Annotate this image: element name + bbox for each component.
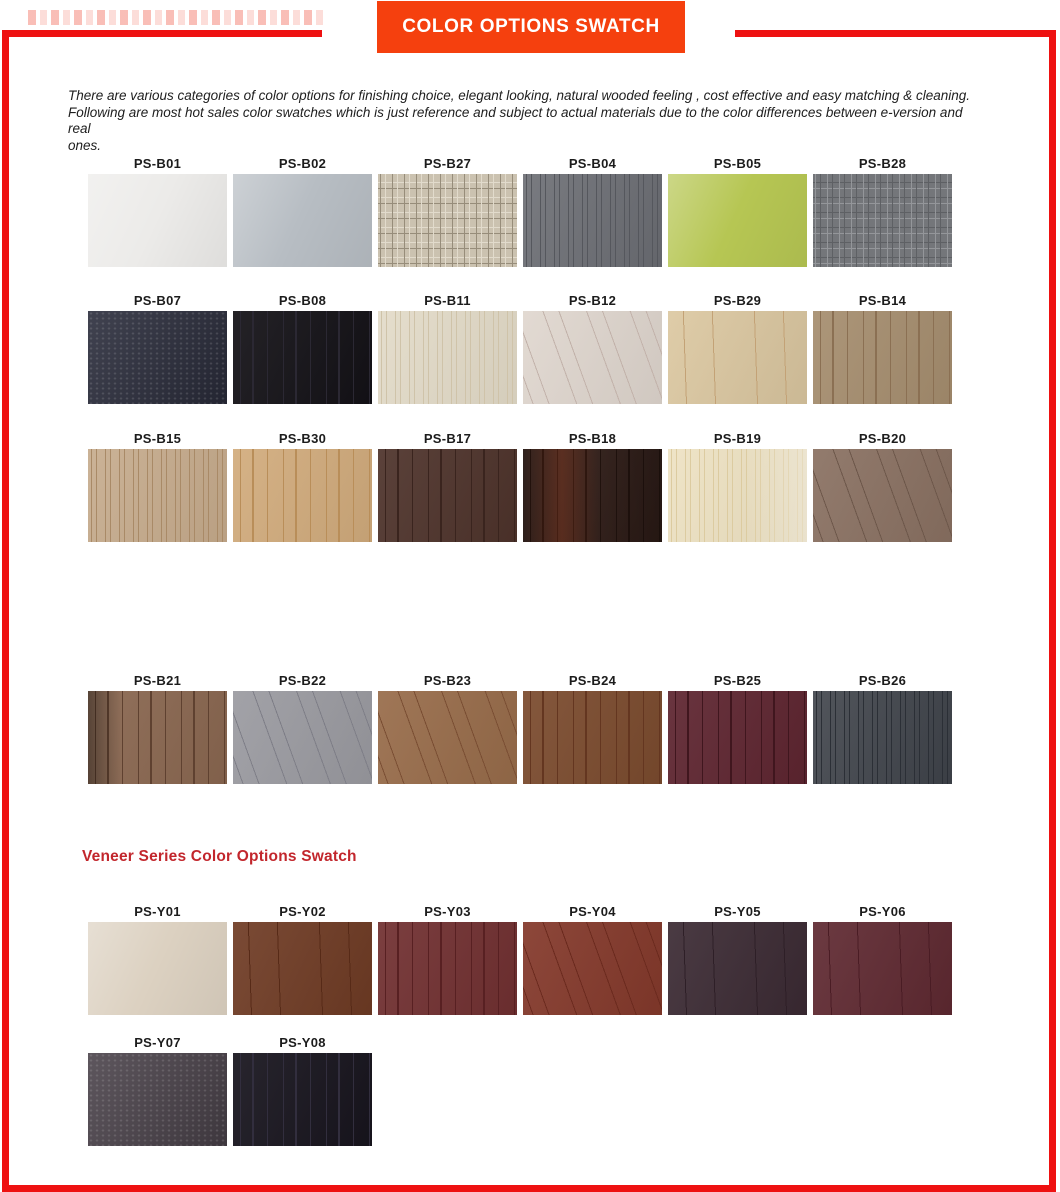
swatch-cell (813, 293, 952, 404)
swatch-cell (668, 156, 807, 267)
swatch-tile (233, 449, 372, 542)
swatch-label: PS-Y03 (424, 904, 471, 919)
intro-paragraph (68, 88, 984, 154)
swatch-cell (233, 673, 372, 784)
swatch-tile (668, 311, 807, 404)
swatch-cell (233, 156, 372, 267)
swatch-label: PS-B19 (713, 431, 762, 446)
swatch-label: PS-B17 (423, 431, 472, 446)
swatch-label: PS-B11 (424, 293, 471, 308)
swatch-label: PS-B18 (568, 431, 617, 446)
swatch-cell (378, 293, 517, 404)
swatch-cell (378, 904, 517, 1015)
swatch-label: PS-B30 (278, 431, 327, 446)
swatch-cell (668, 904, 807, 1015)
swatch-label: PS-B12 (568, 293, 617, 308)
swatch-tile (88, 311, 227, 404)
laminate-swatch-row (88, 156, 952, 267)
swatch-cell (523, 431, 662, 542)
laminate-swatch-row (88, 673, 952, 784)
swatch-cell (813, 673, 952, 784)
swatch-cell (378, 673, 517, 784)
title-banner (377, 1, 685, 53)
veneer-section-heading: Veneer Series Color Options Swatch (82, 848, 357, 865)
swatch-tile (523, 449, 662, 542)
swatch-tile (378, 311, 517, 404)
swatch-label: PS-B08 (278, 293, 327, 308)
swatch-label: PS-Y04 (569, 904, 616, 919)
swatch-cell (523, 156, 662, 267)
swatch-label: PS-B23 (423, 673, 472, 688)
swatch-label: PS-B02 (278, 156, 327, 171)
swatch-tile (378, 922, 517, 1015)
swatch-tile (233, 174, 372, 267)
page-title: COLOR OPTIONS SWATCH (402, 16, 660, 37)
swatch-label: PS-B22 (278, 673, 327, 688)
laminate-swatch-row (88, 293, 952, 404)
swatch-label: PS-B20 (858, 431, 907, 446)
swatch-tile (523, 691, 662, 784)
swatch-tile (233, 311, 372, 404)
cropped-red-watermark (28, 10, 323, 25)
swatch-cell (668, 293, 807, 404)
swatch-cell (378, 156, 517, 267)
swatch-cell (233, 431, 372, 542)
swatch-tile (88, 922, 227, 1015)
swatch-tile (813, 922, 952, 1015)
swatch-cell (88, 156, 227, 267)
swatch-cell (233, 1035, 372, 1146)
swatch-label: PS-B25 (713, 673, 762, 688)
swatch-cell (88, 673, 227, 784)
swatch-label: PS-B24 (568, 673, 617, 688)
swatch-tile (233, 1053, 372, 1146)
swatch-label: PS-Y08 (279, 1035, 326, 1050)
swatch-cell (378, 431, 517, 542)
swatch-cell (88, 1035, 227, 1146)
intro-line-3: ones. (68, 137, 102, 153)
swatch-tile (88, 449, 227, 542)
swatch-tile (813, 691, 952, 784)
swatch-cell (88, 431, 227, 542)
swatch-cell (813, 431, 952, 542)
swatch-tile (668, 174, 807, 267)
swatch-tile (88, 1053, 227, 1146)
swatch-label: PS-Y07 (134, 1035, 181, 1050)
swatch-tile (813, 449, 952, 542)
swatch-tile (523, 922, 662, 1015)
swatch-label: PS-B21 (133, 673, 182, 688)
swatch-tile (88, 174, 227, 267)
intro-line-2: Following are most hot sales color swatches which is just reference and subject to actual materials due to the color differences between e-version and real (68, 104, 963, 136)
swatch-label: PS-Y01 (134, 904, 181, 919)
swatch-tile (233, 691, 372, 784)
swatch-tile (668, 922, 807, 1015)
swatch-label: PS-Y02 (279, 904, 326, 919)
swatch-cell (523, 673, 662, 784)
swatch-tile (813, 174, 952, 267)
swatch-cell (233, 904, 372, 1015)
swatch-label: PS-B07 (133, 293, 182, 308)
swatch-label: PS-B14 (858, 293, 907, 308)
swatch-tile (88, 691, 227, 784)
swatch-label: PS-Y05 (714, 904, 761, 919)
swatch-tile (378, 691, 517, 784)
swatch-cell (668, 673, 807, 784)
veneer-swatch-row (88, 904, 952, 1015)
swatch-label: PS-B28 (858, 156, 907, 171)
swatch-label: PS-Y06 (859, 904, 906, 919)
swatch-tile (668, 691, 807, 784)
swatch-tile (668, 449, 807, 542)
swatch-tile (813, 311, 952, 404)
veneer-swatch-row (88, 1035, 372, 1146)
swatch-cell (668, 431, 807, 542)
swatch-label: PS-B04 (568, 156, 617, 171)
swatch-label: PS-B15 (133, 431, 182, 446)
swatch-label: PS-B01 (133, 156, 182, 171)
swatch-tile (523, 311, 662, 404)
swatch-label: PS-B05 (713, 156, 762, 171)
swatch-label: PS-B29 (713, 293, 762, 308)
swatch-cell (523, 904, 662, 1015)
swatch-cell (523, 293, 662, 404)
swatch-cell (88, 904, 227, 1015)
swatch-cell (813, 156, 952, 267)
swatch-tile (233, 922, 372, 1015)
swatch-cell (88, 293, 227, 404)
swatch-cell (233, 293, 372, 404)
intro-line-1: There are various categories of color options for finishing choice, elegant looking, natural wooded feeling , cost effective and easy matching & cleaning. (68, 88, 971, 103)
swatch-tile (378, 449, 517, 542)
swatch-tile (378, 174, 517, 267)
swatch-cell (813, 904, 952, 1015)
swatch-label: PS-B26 (858, 673, 907, 688)
swatch-tile (523, 174, 662, 267)
laminate-swatch-row (88, 431, 952, 542)
swatch-label: PS-B27 (423, 156, 472, 171)
